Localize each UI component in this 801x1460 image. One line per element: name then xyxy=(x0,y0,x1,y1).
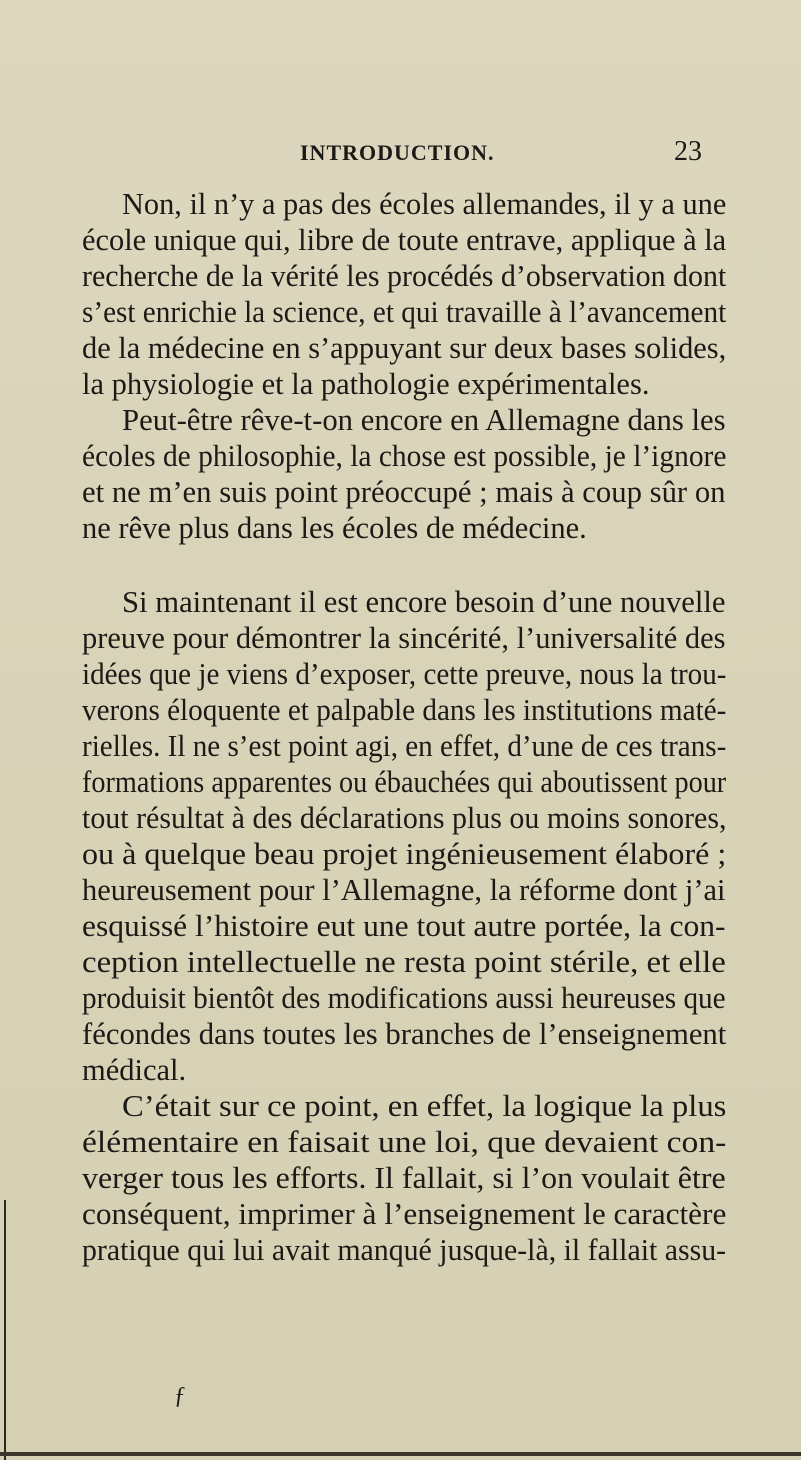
text-line: preuve pour démontrer la sincérité, l’universalité des xyxy=(82,621,726,655)
text-line: pratique qui lui avait manqué jusque-là, il fallait assu- xyxy=(82,1233,727,1267)
text-line: Non, il n’y a pas des écoles allemandes, il y a une xyxy=(122,187,727,221)
text-line: écoles de philosophie, la chose est possible, je l’ignore xyxy=(82,439,727,473)
text-line: idées que je viens d’exposer, cette preuve, nous la trou- xyxy=(82,657,727,691)
page-bottom-edge xyxy=(0,1452,801,1456)
text-line: fécondes dans toutes les branches de l’enseignement xyxy=(82,1017,727,1051)
text-line: recherche de la vérité les procédés d’observation dont xyxy=(82,259,727,293)
text-line: Si maintenant il est encore besoin d’une nouvelle xyxy=(122,585,726,619)
text-line: ne rêve plus dans les écoles de médecine. xyxy=(82,511,587,545)
text-line: et ne m’en suis point préoccupé ; mais à coup sûr on xyxy=(82,475,726,509)
bottom-stray-mark: ƒ xyxy=(174,1383,186,1409)
page-number: 23 xyxy=(674,136,702,167)
text-line: la physiologie et la pathologie expérimentales. xyxy=(82,367,650,401)
page-header xyxy=(0,138,801,168)
text-line: ception intellectuelle ne resta point stérile, et elle xyxy=(82,945,726,979)
text-line: de la médecine en s’appuyant sur deux bases solides, xyxy=(82,331,727,365)
text-line: s’est enrichie la science, et qui travaille à l’avancement xyxy=(82,295,727,329)
text-line: C’était sur ce point, en effet, la logique la plus xyxy=(122,1089,727,1123)
text-line: rielles. Il ne s’est point agi, en effet, d’une de ces trans- xyxy=(82,729,727,763)
text-line: esquissé l’histoire eut une tout autre portée, la con- xyxy=(82,909,726,943)
text-line: verons éloquente et palpable dans les institutions maté- xyxy=(82,693,727,727)
text-line: école unique qui, libre de toute entrave, applique à la xyxy=(82,223,727,257)
text-line: heureusement pour l’Allemagne, la réforme dont j’ai xyxy=(82,873,726,907)
text-line: tout résultat à des déclarations plus ou moins sonores, xyxy=(82,801,727,835)
text-line: formations apparentes ou ébauchées qui aboutissent pour xyxy=(82,765,727,799)
running-title: INTRODUCTION. xyxy=(300,140,495,165)
text-line: élémentaire en faisait une loi, que devaient con- xyxy=(82,1125,727,1159)
page-edge-shadow xyxy=(4,1200,6,1460)
text-line: produisit bientôt des modifications aussi heureuses que xyxy=(82,981,726,1015)
text-line: conséquent, imprimer à l’enseignement le caractère xyxy=(82,1197,727,1231)
text-line: médical. xyxy=(82,1053,187,1087)
text-line: Peut-être rêve-t-on encore en Allemagne dans les xyxy=(122,403,726,437)
text-line: ou à quelque beau projet ingénieusement élaboré ; xyxy=(82,837,727,871)
text-line: verger tous les efforts. Il fallait, si l’on voulait être xyxy=(82,1161,726,1195)
